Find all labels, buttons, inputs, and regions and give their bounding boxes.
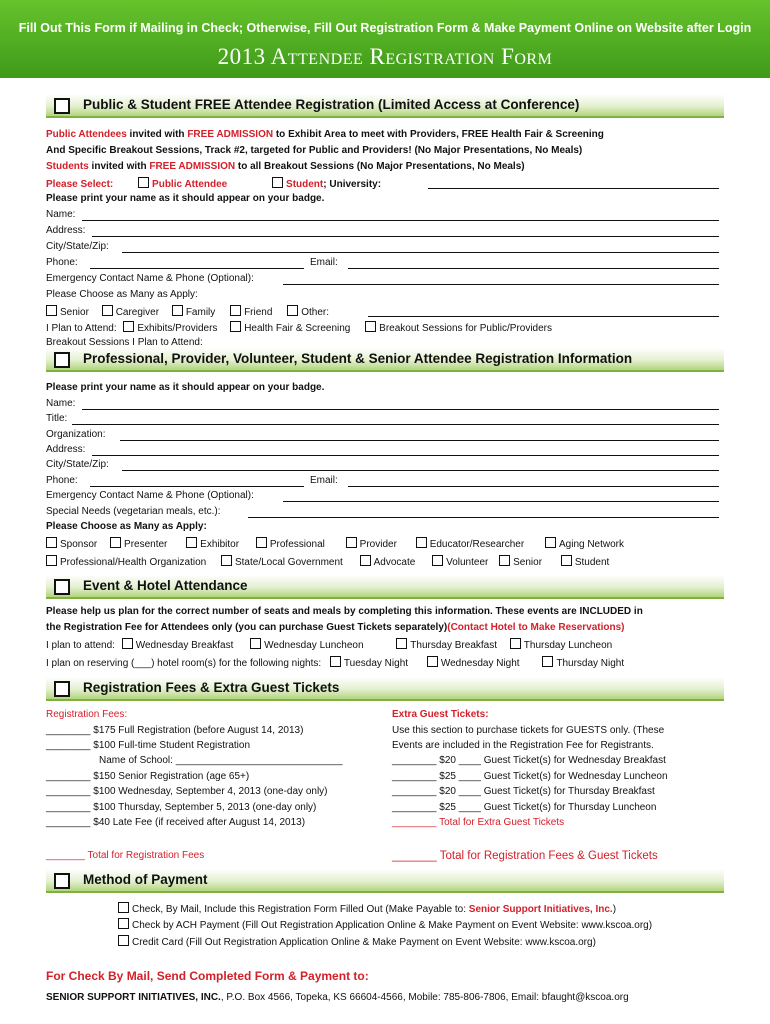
mail-note: For Check By Mail, Send Completed Form & Payment to: — [46, 969, 369, 983]
phone-label: Phone: — [46, 475, 78, 486]
section-payment-checkbox[interactable] — [54, 873, 70, 889]
educator-checkbox[interactable] — [416, 537, 427, 548]
professional-checkbox[interactable] — [256, 537, 267, 548]
guest-intro: Use this section to purchase tickets for GUESTS only. (These — [392, 725, 665, 736]
guest-total: ________ Total for Extra Guest Tickets — [392, 817, 565, 828]
emergency-field[interactable] — [283, 284, 719, 285]
state-gov-label: State/Local Government — [234, 557, 343, 568]
guest-line: ________ $25 ____ Guest Ticket(s) for Wednesday Luncheon — [392, 771, 668, 782]
address-label: Address: — [46, 225, 86, 236]
thu-night-label: Thursday Night — [556, 658, 625, 669]
category-row-2 — [46, 555, 609, 569]
email-label: Email: — [310, 257, 338, 268]
public-attendees-label: Public Attendees — [46, 129, 127, 140]
guest-line: ________ $25 ____ Guest Ticket(s) for Thursday Luncheon — [392, 802, 657, 813]
sponsor-checkbox[interactable] — [46, 537, 57, 548]
university-field[interactable] — [428, 188, 719, 189]
mailing-instructions: Fill Out This Form if Mailing in Check; Otherwise, Fill Out Registration Form & Make Payment Online on Website after Login — [18, 21, 752, 35]
health-fair-label: Health Fair & Screening — [244, 323, 351, 334]
category-row-1 — [46, 537, 624, 551]
text: ) — [612, 904, 617, 915]
senior-checkbox[interactable] — [499, 555, 510, 566]
free-admission-label: FREE ADMISSION — [149, 161, 236, 172]
ach-checkbox[interactable] — [118, 918, 129, 929]
wed-night-checkbox[interactable] — [427, 656, 438, 667]
special-needs-field[interactable] — [248, 517, 719, 518]
address-field[interactable] — [92, 236, 719, 237]
emergency-label: Emergency Contact Name & Phone (Optional): — [46, 273, 254, 284]
choose-label: Please Choose as Many as Apply: — [46, 521, 207, 532]
friend-label: Friend — [244, 307, 273, 318]
section-event-hotel-checkbox[interactable] — [54, 579, 70, 595]
email-field[interactable] — [348, 486, 719, 487]
advocate-label: Advocate — [373, 557, 416, 568]
provider-label: Provider — [359, 539, 397, 550]
phone-field[interactable] — [90, 486, 304, 487]
thu-luncheon-checkbox[interactable] — [510, 638, 521, 649]
professional-label: Professional — [269, 539, 325, 550]
header-banner — [0, 0, 770, 78]
section-event-hotel — [46, 575, 724, 599]
state-gov-checkbox[interactable] — [221, 555, 232, 566]
section-heading: Public & Student FREE Attendee Registration (Limited Access at Conference) — [83, 97, 580, 112]
senior-label: Senior — [513, 557, 543, 568]
name-field[interactable] — [82, 220, 719, 221]
exhibitor-checkbox[interactable] — [186, 537, 197, 548]
volunteer-checkbox[interactable] — [432, 555, 443, 566]
family-checkbox[interactable] — [172, 305, 183, 316]
plan-row — [46, 321, 552, 335]
thu-luncheon-label: Thursday Luncheon — [523, 640, 613, 651]
student-checkbox[interactable] — [561, 555, 572, 566]
credit-card-checkbox[interactable] — [118, 935, 129, 946]
section-public-student — [46, 94, 724, 118]
section-payment — [46, 869, 724, 893]
emergency-label: Emergency Contact Name & Phone (Optional): — [46, 490, 254, 501]
city-label: City/State/Zip: — [46, 241, 109, 252]
wed-breakfast-checkbox[interactable] — [122, 638, 133, 649]
text: invited with — [126, 129, 188, 140]
check-mail-checkbox[interactable] — [118, 902, 129, 913]
organization-field[interactable] — [120, 440, 719, 441]
wed-luncheon-label: Wednesday Luncheon — [264, 640, 364, 651]
special-needs-label: Special Needs (vegetarian meals, etc.): — [46, 506, 221, 517]
caregiver-label: Caregiver — [115, 307, 160, 318]
payment-ach — [118, 918, 652, 932]
sponsor-label: Sponsor — [60, 539, 98, 550]
free-admission-label: FREE ADMISSION — [187, 129, 274, 140]
fees-title: Registration Fees: — [46, 709, 128, 720]
exhibitor-label: Exhibitor — [200, 539, 240, 550]
university-label: ; University: — [323, 179, 382, 190]
breakout-public-label: Breakout Sessions for Public/Providers — [379, 323, 553, 334]
title-label: Title: — [46, 413, 68, 424]
thu-breakfast-checkbox[interactable] — [396, 638, 407, 649]
badge-note: Please print your name as it should appear on your badge. — [46, 193, 325, 204]
fee-line: ________ $100 Full-time Student Registration — [46, 740, 251, 751]
email-field[interactable] — [348, 268, 719, 269]
name-label: Name: — [46, 398, 76, 409]
hotel-row — [46, 656, 624, 670]
city-field[interactable] — [122, 252, 719, 253]
section-heading: Registration Fees & Extra Guest Tickets — [83, 680, 340, 695]
other-field[interactable] — [368, 316, 719, 317]
phone-field[interactable] — [90, 268, 304, 269]
event-intro-line-2 — [46, 622, 625, 634]
fee-line: ________ $100 Thursday, September 5, 2013 (one-day only) — [46, 802, 317, 813]
wed-breakfast-label: Wednesday Breakfast — [135, 640, 234, 651]
text: Check, By Mail, Include this Registration Form Filled Out (Make Payable to: — [132, 904, 469, 915]
other-checkbox[interactable] — [287, 305, 298, 316]
section-heading: Method of Payment — [83, 872, 208, 887]
city-label: City/State/Zip: — [46, 459, 109, 470]
public-attendee-checkbox[interactable] — [138, 177, 149, 188]
health-fair-checkbox[interactable] — [230, 321, 241, 332]
section-fees — [46, 677, 724, 701]
text: to Exhibit Area to meet with Providers, FREE Health Fair & Screening — [273, 129, 604, 140]
fee-line: ________ $150 Senior Registration (age 65+) — [46, 771, 250, 782]
please-select-label: Please Select: — [46, 179, 114, 190]
attendee-type-row — [46, 177, 381, 191]
volunteer-label: Volunteer — [446, 557, 489, 568]
address-label: Address: — [46, 444, 86, 455]
emergency-field[interactable] — [283, 501, 719, 502]
senior-checkbox[interactable] — [46, 305, 57, 316]
email-label: Email: — [310, 475, 338, 486]
org-name: SENIOR SUPPORT INITIATIVES, INC. — [46, 992, 221, 1003]
tue-night-label: Tuesday Night — [343, 658, 409, 669]
mail-address — [46, 992, 629, 1004]
city-field[interactable] — [122, 470, 719, 471]
badge-note: Please print your name as it should appear on your badge. — [46, 382, 325, 393]
section-professional-checkbox[interactable] — [54, 352, 70, 368]
section-public-student-checkbox[interactable] — [54, 98, 70, 114]
section-professional — [46, 348, 724, 372]
aging-network-label: Aging Network — [558, 539, 625, 550]
tue-night-checkbox[interactable] — [330, 656, 341, 667]
public-invite-line-2: And Specific Breakout Sessions, Track #2, targeted for Public and Providers! (No Major Presentations, No Meals) — [46, 145, 583, 156]
friend-checkbox[interactable] — [230, 305, 241, 316]
event-intro-line-1: Please help us plan for the correct number of seats and meals by completing this information. These events are INCLUDED in — [46, 606, 643, 617]
prof-health-org-checkbox[interactable] — [46, 555, 57, 566]
guest-line: ________ $20 ____ Guest Ticket(s) for Thursday Breakfast — [392, 786, 655, 797]
thu-night-checkbox[interactable] — [542, 656, 553, 667]
student-label: Student — [574, 557, 610, 568]
senior-label: Senior — [60, 307, 89, 318]
card-label: Credit Card (Fill Out Registration Application Online & Make Payment on Event Website: www.kscoa.org) — [132, 937, 596, 948]
form-title: 2013 Attendee Registration Form — [217, 44, 553, 69]
name-label: Name: — [46, 209, 76, 220]
plan-label: I Plan to Attend: — [46, 323, 117, 334]
prof-health-org-label: Professional/Health Organization — [60, 557, 207, 568]
section-heading: Event & Hotel Attendance — [83, 578, 248, 593]
provider-checkbox[interactable] — [346, 537, 357, 548]
exhibits-label: Exhibits/Providers — [137, 323, 218, 334]
contact-hotel-note: (Contact Hotel to Make Reservations) — [447, 622, 625, 633]
exhibits-checkbox[interactable] — [123, 321, 134, 332]
public-attendee-label: Public Attendee — [152, 179, 228, 190]
student-label: Student — [286, 179, 324, 190]
guest-intro: Events are included in the Registration Fee for Registrants. — [392, 740, 654, 751]
ach-label: Check by ACH Payment (Fill Out Registration Application Online & Make Payment on Event Website: www.kscoa.org) — [132, 920, 653, 931]
hotel-label: I plan on reserving (___) hotel room(s) for the following nights: — [46, 658, 322, 669]
wed-luncheon-checkbox[interactable] — [250, 638, 261, 649]
advocate-checkbox[interactable] — [360, 555, 371, 566]
breakout-public-checkbox[interactable] — [365, 321, 376, 332]
address-field[interactable] — [92, 455, 719, 456]
public-invite-line — [46, 129, 604, 141]
fees-total: _______ Total for Registration Fees — [46, 850, 205, 861]
aging-network-checkbox[interactable] — [545, 537, 556, 548]
presenter-checkbox[interactable] — [110, 537, 121, 548]
text: invited with — [88, 161, 150, 172]
school-name-line: Name of School: ______________________________ — [99, 755, 343, 766]
guest-title: Extra Guest Tickets: — [392, 709, 489, 720]
org-address: , P.O. Box 4566, Topeka, KS 66604-4566, Mobile: 785-806-7806, Email: bfaught@kscoa.org — [220, 992, 629, 1003]
thu-breakfast-label: Thursday Breakfast — [410, 640, 498, 651]
text: to all Breakout Sessions (No Major Presentations, No Meals) — [235, 161, 525, 172]
choose-label: Please Choose as Many as Apply: — [46, 289, 198, 300]
wed-night-label: Wednesday Night — [440, 658, 520, 669]
breakout-label: Breakout Sessions I Plan to Attend: — [46, 337, 203, 348]
text: the Registration Fee for Attendees only (you can purchase Guest Tickets separately) — [46, 622, 448, 633]
grand-total: _______ Total for Registration Fees & Guest Tickets — [392, 850, 658, 862]
payee-name: Senior Support Initiatives, Inc. — [468, 904, 613, 915]
other-label: Other: — [301, 307, 329, 318]
fee-line: ________ $40 Late Fee (if received after August 14, 2013) — [46, 817, 306, 828]
student-checkbox[interactable] — [272, 177, 283, 188]
organization-label: Organization: — [46, 429, 106, 440]
educator-label: Educator/Researcher — [429, 539, 525, 550]
role-row — [46, 305, 329, 319]
student-invite-line — [46, 161, 525, 173]
caregiver-checkbox[interactable] — [102, 305, 113, 316]
payment-card — [118, 935, 596, 949]
section-heading: Professional, Provider, Volunteer, Student & Senior Attendee Registration Information — [83, 351, 633, 366]
attend-label: I plan to attend: — [46, 640, 115, 651]
family-label: Family — [185, 307, 216, 318]
fee-line: ________ $175 Full Registration (before August 14, 2013) — [46, 725, 304, 736]
payment-check — [118, 902, 616, 916]
presenter-label: Presenter — [124, 539, 168, 550]
title-field[interactable] — [72, 424, 719, 425]
phone-label: Phone: — [46, 257, 78, 268]
name-field[interactable] — [82, 409, 719, 410]
attend-row — [46, 638, 612, 652]
guest-line: ________ $20 ____ Guest Ticket(s) for Wednesday Breakfast — [392, 755, 666, 766]
fee-line: ________ $100 Wednesday, September 4, 2013 (one-day only) — [46, 786, 328, 797]
section-fees-checkbox[interactable] — [54, 681, 70, 697]
students-label: Students — [46, 161, 89, 172]
